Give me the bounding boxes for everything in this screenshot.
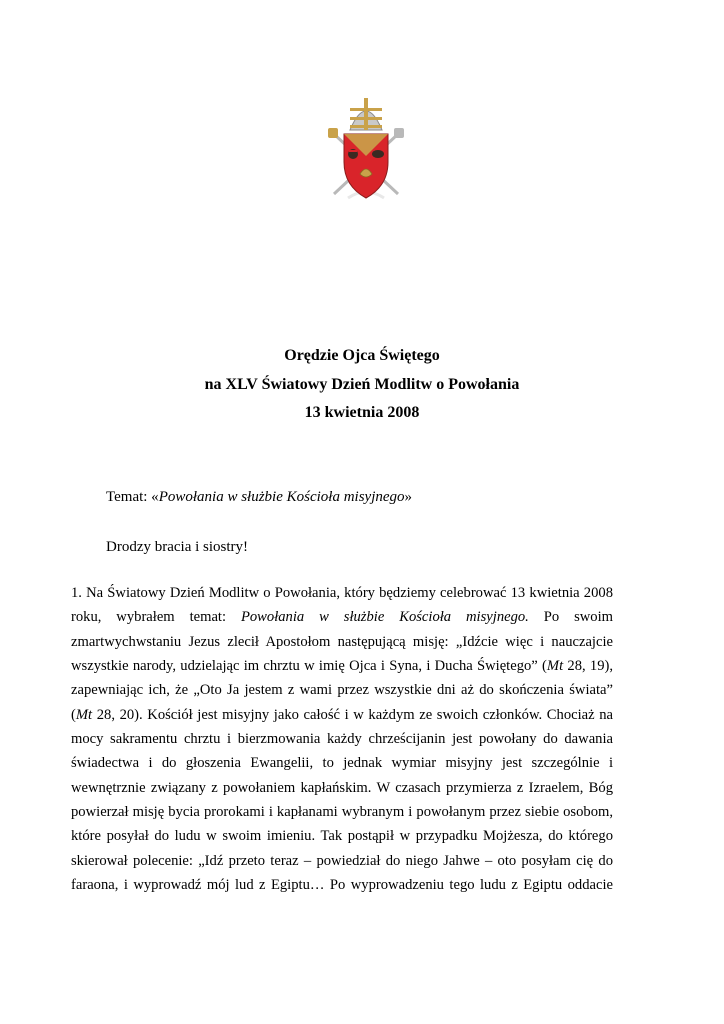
paragraph-line: 1. Na Światowy Dzień Modlitw o Powołania, który będziemy celebrować 13 kwietnia 2008: [71, 585, 613, 601]
subject-theme: Powołania w służbie Kościoła misyjnego: [158, 489, 405, 505]
title-line-1: Orędzie Ojca Świętego: [284, 347, 440, 364]
paragraph-1: [71, 581, 613, 897]
greeting: Drodzy bracia i siostry!: [106, 539, 249, 555]
subject-prefix: Temat: «: [106, 489, 159, 505]
paragraph-line: wszystkie narody, udzielając im chrztu w imię Ojca i Syna, i Ducha Świętego” (Mt 28, 19),: [71, 658, 613, 675]
papal-coat-of-arms-icon: [320, 90, 412, 208]
paragraph-line: świadectwa i do głoszenia Ewangelii, to jednak wymiar misyjny jest szczególnie i: [71, 755, 613, 772]
subject-line: [106, 487, 412, 507]
paragraph-line: mocy sakramentu chrztu i bierzmowania każdy chrześcijanin jest powołany do dawania: [71, 731, 613, 748]
subject-suffix: »: [404, 489, 413, 505]
paragraph-line: (Mt 28, 20). Kościół jest misyjny jako całość i w każdym ze swoich członków. Chociaż na: [71, 706, 614, 723]
paragraph-line: faraona, i wyprowadź mój lud z Egiptu… Po wyprowadzeniu tego ludu z Egiptu oddacie: [71, 877, 613, 894]
paragraph-line: powierzał misję bycia prorokami i kapłanami wybranym i powołanym przez siebie osobom,: [71, 804, 613, 821]
paragraph-line: które posyłał do ludu w swoim imieniu. Tak postąpił w przypadku Mojżesza, do którego: [71, 828, 613, 845]
paragraph-line: zapewniając ich, że „Oto Ja jestem z wami przez wszystkie dni aż do skończenia świata”: [71, 682, 613, 699]
document-title: [0, 342, 724, 428]
title-line-3: 13 kwietnia 2008: [304, 404, 420, 421]
paragraph-line: skierował polecenie: „Idź przeto teraz – powiedział do niego Jahwe – oto posyłam cię do: [71, 852, 613, 869]
paragraph-line: zmartwychwstaniu Jezus zlecił Apostołom następującą misję: „Idźcie więc i nauczajcie: [71, 633, 613, 650]
paragraph-line: wewnętrznie związany z powołaniem kapłańskim. W czasach przymierza z Izraelem, Bóg: [71, 779, 613, 796]
paragraph-line: roku, wybrałem temat: Powołania w służbie Kościoła misyjnego. Po swoim: [71, 609, 614, 626]
title-line-2: na XLV Światowy Dzień Modlitw o Powołania: [204, 375, 520, 393]
